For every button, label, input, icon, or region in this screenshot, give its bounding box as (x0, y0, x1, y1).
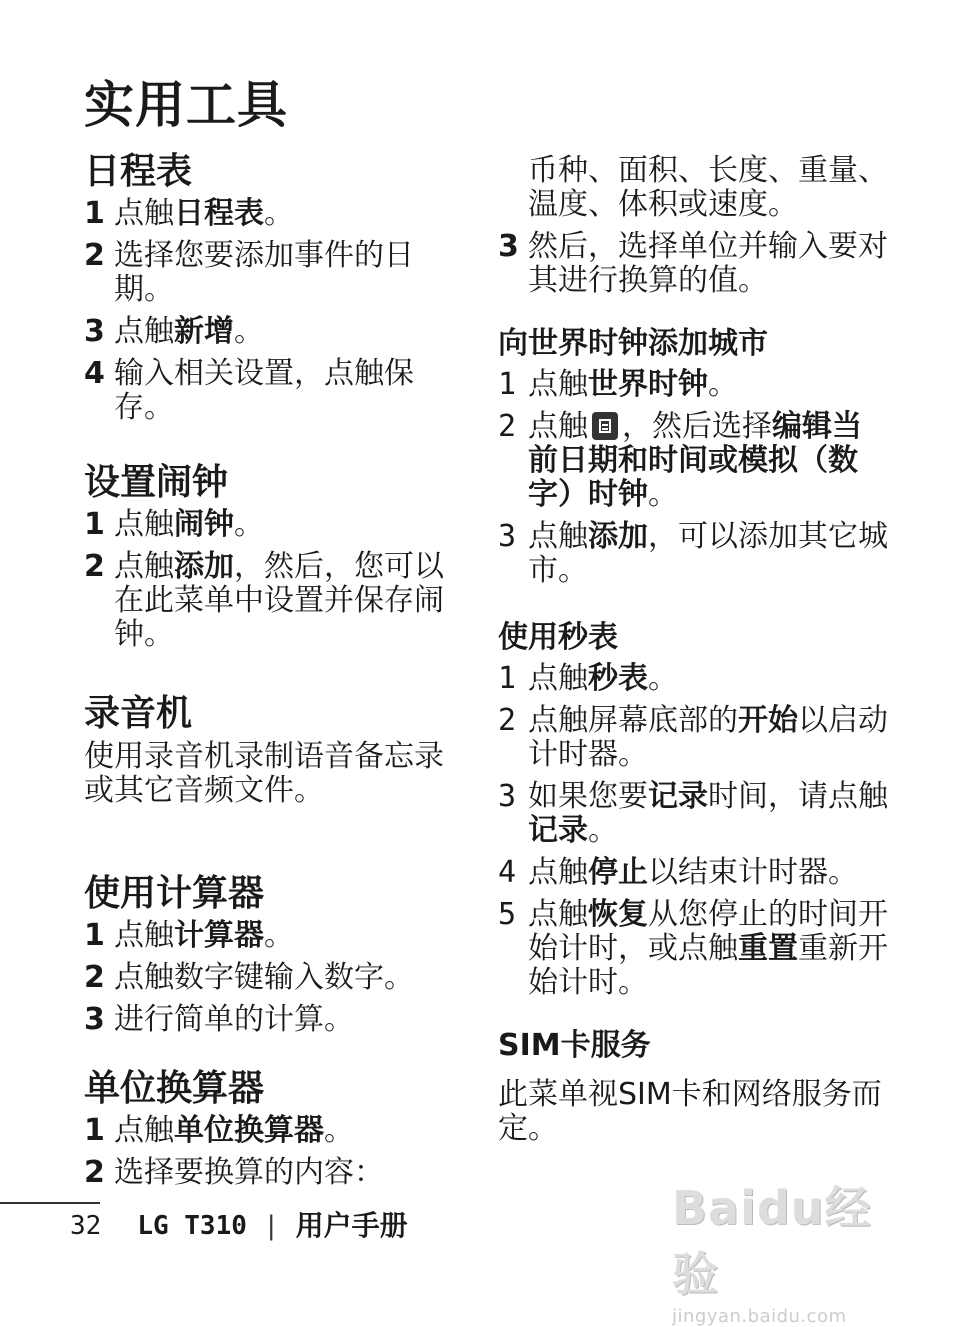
stopwatch-heading: 使用秒表 (498, 620, 618, 655)
converter-section (84, 1067, 444, 1190)
sim-heading: SIM卡服务 (498, 1028, 651, 1063)
converter-step-3: 3 然后，选择单位并输入要对其进行换算的值。 (498, 229, 888, 298)
world-clock-section (498, 326, 888, 588)
stopwatch-step-3: 3 如果您要记录时间，请点触记录。 (498, 779, 888, 848)
left-column (84, 150, 444, 1198)
stopwatch-step-4: 4 点触停止以结束计时器。 (498, 855, 858, 890)
stopwatch-step-2: 2 点触屏幕底部的开始以启动计时器。 (498, 703, 888, 772)
menu-icon (592, 412, 618, 440)
alarm-section (84, 461, 444, 652)
sim-section (498, 1028, 888, 1146)
world-clock-heading: 向世界时钟添加城市 (498, 326, 768, 361)
converter-continued (498, 154, 888, 298)
recorder-heading: 录音机 (84, 693, 193, 735)
calculator-step-1: 1 点触计算器。 (84, 917, 294, 953)
calculator-step-3: 3 进行简单的计算。 (84, 1001, 354, 1037)
recorder-description: 使用录音机录制语音备忘录或其它音频文件。 (84, 738, 444, 808)
calendar-step-4: 4 输入相关设置，点触保存。 (84, 356, 414, 426)
stopwatch-section (498, 620, 888, 1000)
alarm-step-1: 1 点触闹钟。 (84, 507, 264, 543)
calendar-section (84, 150, 444, 425)
converter-options-text: 币种、面积、长度、重量、温度、体积或速度。 (528, 153, 888, 222)
recorder-section (84, 692, 444, 807)
world-clock-step-3: 3 点触添加，可以添加其它城市。 (498, 519, 888, 588)
alarm-step-2: 2 点触添加，然后，您可以在此菜单中设置并保存闹钟。 (84, 549, 444, 653)
calendar-step-1: 1 点触日程表。 (84, 196, 294, 232)
calculator-heading: 使用计算器 (84, 872, 265, 914)
footer-rule (0, 1202, 100, 1204)
calculator-section (84, 872, 444, 1037)
model-name: LG T310 (137, 1211, 247, 1241)
world-clock-step-2: 2 点触 ，然后选择编辑当前日期和时间或模拟（数字）时钟。 (498, 409, 862, 512)
stopwatch-step-5: 5 点触恢复从您停止的时间开始计时，或点触重置重新开始计时。 (498, 897, 888, 1000)
stopwatch-step-1: 1 点触秒表。 (498, 661, 678, 696)
page-number: 32 (70, 1211, 102, 1241)
alarm-heading: 设置闹钟 (84, 462, 229, 504)
converter-step-2: 2 选择要换算的内容： (84, 1154, 384, 1190)
footer-separator: | (266, 1211, 276, 1241)
calendar-heading: 日程表 (84, 151, 193, 192)
manual-title: 用户手册 (295, 1209, 408, 1242)
calendar-step-2: 2 选择您要添加事件的日期。 (84, 238, 414, 308)
page-title: 实用工具 (84, 76, 288, 134)
calculator-step-2: 2 点触数字键输入数字。 (84, 959, 414, 995)
watermark (672, 1172, 912, 1327)
watermark-logo: Baidu经验 (672, 1181, 872, 1301)
right-column (498, 154, 888, 1146)
watermark-url: jingyan.baidu.com (672, 1306, 847, 1327)
world-clock-step-1: 1 点触世界时钟。 (498, 367, 738, 402)
calendar-step-3: 3 点触新增。 (84, 314, 264, 350)
converter-heading: 单位换算器 (84, 1067, 265, 1109)
sim-description: 此菜单视SIM卡和网络服务而定。 (498, 1077, 882, 1146)
page-footer (70, 1210, 408, 1242)
converter-step-1: 1 点触单位换算器。 (84, 1112, 354, 1148)
